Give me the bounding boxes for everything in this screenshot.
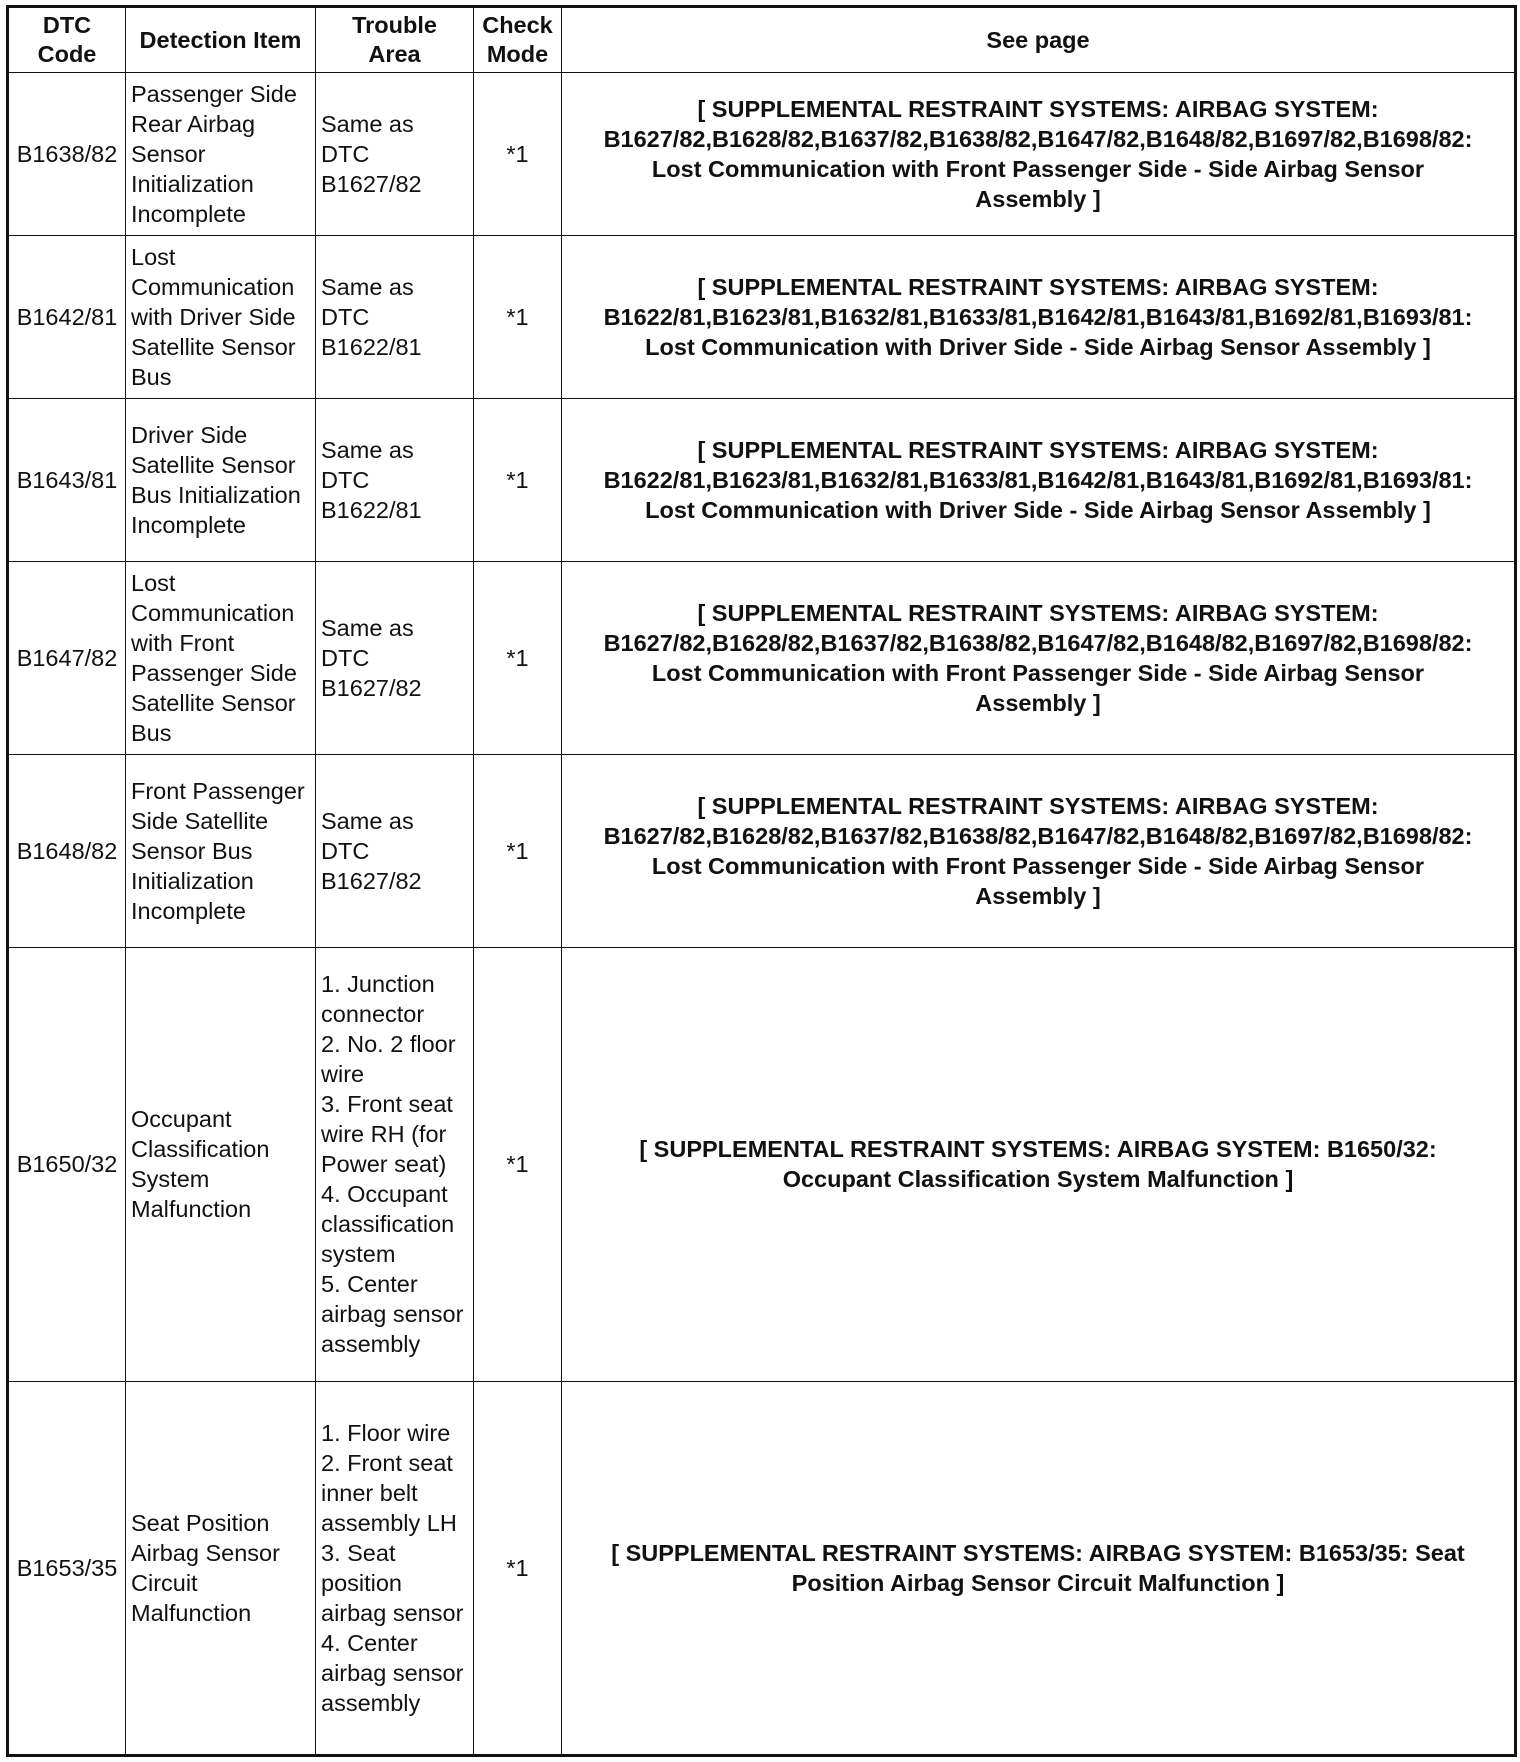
trouble-area-cell: 1. Junction connector 2. No. 2 floor wire 3. Front seat wire RH (for Power seat) 4. Occupant classification system 5. Center airbag sensor assembly [316, 948, 474, 1382]
trouble-area-cell: Same as DTC B1622/81 [316, 399, 474, 562]
dtc-code-cell: B1650/32 [8, 948, 126, 1382]
trouble-area-cell: Same as DTC B1627/82 [316, 562, 474, 755]
dtc-code-cell: B1653/35 [8, 1382, 126, 1756]
see-page-link[interactable]: [ SUPPLEMENTAL RESTRAINT SYSTEMS: AIRBAG SYSTEM: B1650/32: Occupant Classification System Malfunction ] [562, 948, 1516, 1382]
dtc-code-cell: B1643/81 [8, 399, 126, 562]
header-dtc-code: DTC Code [8, 7, 126, 73]
see-page-link[interactable]: [ SUPPLEMENTAL RESTRAINT SYSTEMS: AIRBAG SYSTEM: B1627/82,B1628/82,B1637/82,B1638/82,B1647/82,B1648/82,B1697/82,B1698/82: Lost Communication with Front Passenger Side - Side Airbag Sensor Assembly ] [562, 562, 1516, 755]
dtc-code-cell: B1642/81 [8, 236, 126, 399]
see-page-link[interactable]: [ SUPPLEMENTAL RESTRAINT SYSTEMS: AIRBAG SYSTEM: B1653/35: Seat Position Airbag Sensor Circuit Malfunction ] [562, 1382, 1516, 1756]
trouble-area-cell: Same as DTC B1627/82 [316, 73, 474, 236]
check-mode-cell: *1 [474, 755, 562, 948]
table-row [8, 562, 1516, 755]
trouble-area-cell: Same as DTC B1627/82 [316, 755, 474, 948]
detection-item-cell: Lost Communication with Driver Side Satellite Sensor Bus [126, 236, 316, 399]
dtc-code-cell: B1647/82 [8, 562, 126, 755]
header-check-mode: Check Mode [474, 7, 562, 73]
detection-item-cell: Seat Position Airbag Sensor Circuit Malfunction [126, 1382, 316, 1756]
check-mode-cell: *1 [474, 73, 562, 236]
table-row [8, 1382, 1516, 1756]
table-row [8, 399, 1516, 562]
table-row [8, 73, 1516, 236]
trouble-area-cell: 1. Floor wire 2. Front seat inner belt assembly LH 3. Seat position airbag sensor 4. Center airbag sensor assembly [316, 1382, 474, 1756]
header-trouble-area: Trouble Area [316, 7, 474, 73]
table-row [8, 236, 1516, 399]
detection-item-cell: Lost Communication with Front Passenger Side Satellite Sensor Bus [126, 562, 316, 755]
check-mode-cell: *1 [474, 399, 562, 562]
check-mode-cell: *1 [474, 236, 562, 399]
detection-item-cell: Occupant Classification System Malfunction [126, 948, 316, 1382]
see-page-link[interactable]: [ SUPPLEMENTAL RESTRAINT SYSTEMS: AIRBAG SYSTEM: B1622/81,B1623/81,B1632/81,B1633/81,B1642/81,B1643/81,B1692/81,B1693/81: Lost Communication with Driver Side - Side Airbag Sensor Assembly ] [562, 399, 1516, 562]
table-row [8, 755, 1516, 948]
detection-item-cell: Driver Side Satellite Sensor Bus Initialization Incomplete [126, 399, 316, 562]
see-page-link[interactable]: [ SUPPLEMENTAL RESTRAINT SYSTEMS: AIRBAG SYSTEM: B1622/81,B1623/81,B1632/81,B1633/81,B1642/81,B1643/81,B1692/81,B1693/81: Lost Communication with Driver Side - Side Airbag Sensor Assembly ] [562, 236, 1516, 399]
header-see-page: See page [562, 7, 1516, 73]
header-detection-item: Detection Item [126, 7, 316, 73]
detection-item-cell: Front Passenger Side Satellite Sensor Bus Initialization Incomplete [126, 755, 316, 948]
check-mode-cell: *1 [474, 562, 562, 755]
check-mode-cell: *1 [474, 948, 562, 1382]
header-row [8, 7, 1516, 73]
check-mode-cell: *1 [474, 1382, 562, 1756]
detection-item-cell: Passenger Side Rear Airbag Sensor Initialization Incomplete [126, 73, 316, 236]
dtc-code-cell: B1638/82 [8, 73, 126, 236]
dtc-code-cell: B1648/82 [8, 755, 126, 948]
trouble-area-cell: Same as DTC B1622/81 [316, 236, 474, 399]
dtc-table [6, 5, 1517, 1757]
table-row [8, 948, 1516, 1382]
see-page-link[interactable]: [ SUPPLEMENTAL RESTRAINT SYSTEMS: AIRBAG SYSTEM: B1627/82,B1628/82,B1637/82,B1638/82,B1647/82,B1648/82,B1697/82,B1698/82: Lost Communication with Front Passenger Side - Side Airbag Sensor Assembly ] [562, 73, 1516, 236]
see-page-link[interactable]: [ SUPPLEMENTAL RESTRAINT SYSTEMS: AIRBAG SYSTEM: B1627/82,B1628/82,B1637/82,B1638/82,B1647/82,B1648/82,B1697/82,B1698/82: Lost Communication with Front Passenger Side - Side Airbag Sensor Assembly ] [562, 755, 1516, 948]
